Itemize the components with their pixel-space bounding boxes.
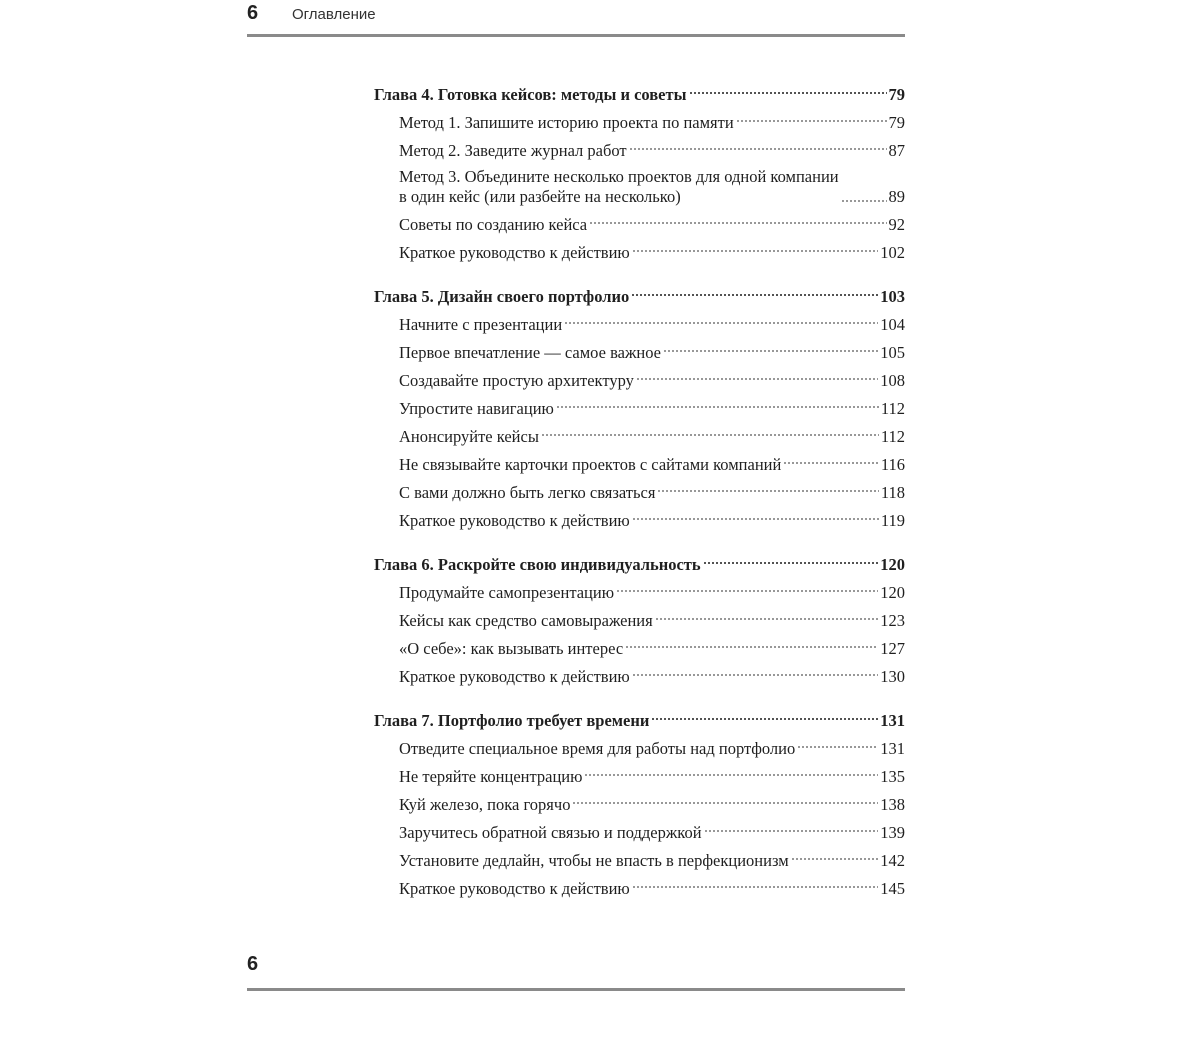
dot-leader: [632, 873, 878, 890]
entry-page-number: 116: [880, 454, 905, 474]
entry-page-number: 112: [880, 398, 905, 418]
dot-leader: [589, 209, 886, 226]
entry-page-number: 118: [880, 482, 905, 502]
dot-leader: [632, 237, 878, 254]
entry-page-number: 87: [888, 140, 905, 160]
entry-page-number: 145: [880, 878, 905, 898]
entry-page-number: 130: [880, 666, 905, 686]
entry-title: Кейсы как средство самовыражения: [399, 610, 653, 630]
dot-leader: [783, 449, 879, 466]
entry-page-number: 92: [888, 214, 905, 234]
dot-leader: [663, 337, 878, 354]
entry-page-number: 108: [880, 370, 905, 390]
chapter-title: Глава 7. Портфолио требует времени: [374, 710, 650, 730]
chapter-title: Глава 5. Дизайн своего портфолио: [374, 286, 630, 306]
entry-title: Установите дедлайн, чтобы не впасть в перфекционизм: [399, 850, 789, 870]
entry-title: Советы по созданию кейса: [399, 214, 588, 234]
entry-title: Метод 2. Заведите журнал работ: [399, 140, 627, 160]
entry-title: «О себе»: как вызывать интерес: [399, 638, 624, 658]
chapter-block: [374, 709, 905, 905]
dot-leader: [736, 107, 887, 124]
table-of-contents: [374, 83, 905, 905]
dot-leader: [651, 705, 878, 722]
entry-title: Метод 3. Объедините несколько проектов для одной компании в один кейс (или разбейте на несколько): [399, 167, 839, 206]
entry-title: Первое впечатление — самое важное: [399, 342, 661, 362]
entry-page-number: 138: [880, 794, 905, 814]
dot-leader: [541, 421, 879, 438]
dot-leader: [632, 661, 878, 678]
chapter-block: [374, 83, 905, 269]
toc-entry: [374, 509, 905, 537]
chapter-title: Глава 4. Готовка кейсов: методы и советы: [374, 84, 687, 104]
entry-page-number: 102: [880, 242, 905, 262]
entry-page-number: 105: [880, 342, 905, 362]
entry-title: Краткое руководство к действию: [399, 666, 630, 686]
dot-leader: [791, 845, 879, 862]
chapter-title: Глава 6. Раскройте свою индивидуальность: [374, 554, 701, 574]
toc-entry: [374, 665, 905, 693]
entry-title: С вами должно быть легко связаться: [399, 482, 656, 502]
dot-leader: [556, 393, 879, 410]
toc-entry: [374, 167, 905, 213]
dot-leader: [572, 789, 878, 806]
entry-page-number: 119: [880, 510, 905, 530]
chapter-page-number: 103: [880, 286, 905, 306]
dot-leader: [564, 309, 878, 326]
chapter-page-number: 79: [888, 84, 905, 104]
dot-leader: [625, 633, 878, 650]
entry-page-number: 120: [880, 582, 905, 602]
dot-leader: [797, 733, 878, 750]
dot-leader: [584, 761, 878, 778]
entry-page-number: 104: [880, 314, 905, 334]
chapter-page-number: 131: [880, 710, 905, 730]
entry-title: Не связывайте карточки проектов с сайтами компаний: [399, 454, 782, 474]
dot-leader: [632, 505, 879, 522]
entry-title: Заручитесь обратной связью и поддержкой: [399, 822, 702, 842]
dot-leader: [841, 186, 887, 203]
entry-title: Краткое руководство к действию: [399, 510, 630, 530]
header-page-number: 6: [247, 2, 259, 24]
dot-leader: [629, 135, 887, 152]
header-rule: [247, 34, 905, 37]
toc-entry: [374, 241, 905, 269]
dot-leader: [631, 281, 878, 298]
entry-title: Упростите навигацию: [399, 398, 554, 418]
entry-page-number: 139: [880, 822, 905, 842]
entry-page-number: 112: [880, 426, 905, 446]
entry-title: Краткое руководство к действию: [399, 242, 630, 262]
entry-title: Создавайте простую архитектуру: [399, 370, 634, 390]
chapter-block: [374, 285, 905, 537]
entry-page-number: 127: [880, 638, 905, 658]
dot-leader: [655, 605, 879, 622]
entry-title: Начните с презентации: [399, 314, 563, 334]
entry-title: Куй железо, пока горячо: [399, 794, 571, 814]
entry-page-number: 131: [880, 738, 905, 758]
footer-rule: [247, 988, 905, 991]
entry-title: Отведите специальное время для работы над портфолио: [399, 738, 796, 758]
running-title: Оглавление: [292, 6, 376, 23]
dot-leader: [689, 79, 887, 96]
toc-entry: [374, 877, 905, 905]
entry-title: Краткое руководство к действию: [399, 878, 630, 898]
entry-title: Продумайте самопрезентацию: [399, 582, 615, 602]
entry-page-number: 89: [888, 187, 905, 206]
footer-page-number: 6: [247, 953, 259, 975]
dot-leader: [657, 477, 878, 494]
chapter-page-number: 120: [880, 554, 905, 574]
dot-leader: [704, 817, 879, 834]
page-header: [247, 0, 905, 40]
entry-title: Метод 1. Запишите историю проекта по памяти: [399, 112, 734, 132]
entry-title: Не теряйте концентрацию: [399, 766, 583, 786]
entry-page-number: 142: [880, 850, 905, 870]
entry-page-number: 135: [880, 766, 905, 786]
dot-leader: [703, 549, 879, 566]
dot-leader: [636, 365, 878, 382]
entry-page-number: 79: [888, 112, 905, 132]
entry-title: Анонсируйте кейсы: [399, 426, 539, 446]
page-footer: [247, 950, 905, 995]
chapter-block: [374, 553, 905, 693]
toc-entry: [374, 139, 905, 167]
entry-page-number: 123: [880, 610, 905, 630]
dot-leader: [616, 577, 878, 594]
